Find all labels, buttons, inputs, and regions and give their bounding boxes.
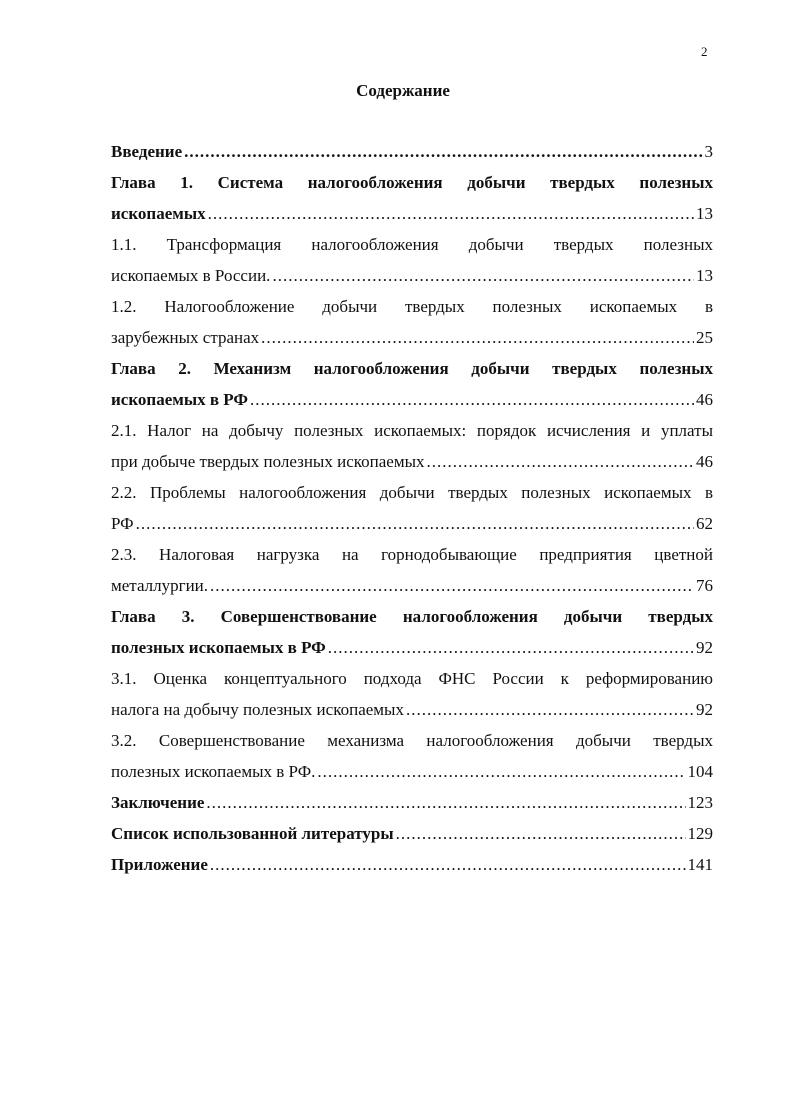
toc-section-1-2-line2[interactable] — [111, 322, 713, 353]
toc-entry-title: РФ — [111, 514, 134, 533]
toc-page-number: 25 — [696, 328, 713, 347]
table-of-contents — [111, 136, 713, 880]
toc-page-number: 123 — [687, 793, 713, 812]
toc-entry-appendix[interactable] — [111, 849, 713, 880]
toc-chapter-1-line1[interactable]: Глава 1. Система налогообложения добычи твердых полезных — [111, 173, 713, 192]
dot-leader — [396, 818, 686, 849]
toc-page-number: 46 — [696, 390, 713, 409]
toc-entry-conclusion[interactable] — [111, 787, 713, 818]
toc-entry-intro[interactable] — [111, 136, 713, 167]
toc-section-1-1-line2[interactable] — [111, 260, 713, 291]
dot-leader — [272, 260, 694, 291]
toc-entry-title: ископаемых в России. — [111, 266, 271, 285]
toc-section-2-3-line2[interactable] — [111, 570, 713, 601]
toc-page-number: 129 — [687, 824, 713, 843]
toc-entry-title: при добыче твердых полезных ископаемых — [111, 452, 425, 471]
toc-section-3-1-line2[interactable] — [111, 694, 713, 725]
toc-page-number: 92 — [696, 700, 713, 719]
toc-entry-title: Введение — [111, 142, 183, 161]
toc-entry-title: Заключение — [111, 793, 205, 812]
toc-section-3-1-line1[interactable]: 3.1. Оценка концептуального подхода ФНС России к реформированию — [111, 669, 713, 688]
dot-leader — [210, 849, 686, 880]
toc-page-number: 62 — [696, 514, 713, 533]
dot-leader — [184, 136, 702, 167]
toc-entry-title: полезных ископаемых в РФ. — [111, 762, 316, 781]
toc-chapter-2-line1[interactable]: Глава 2. Механизм налогообложения добычи твердых полезных — [111, 359, 713, 378]
toc-section-3-2-line2[interactable] — [111, 756, 713, 787]
toc-entry-title: ископаемых в РФ — [111, 390, 248, 409]
toc-entry-title: Список использованной литературы — [111, 824, 394, 843]
dot-leader — [206, 787, 685, 818]
toc-entry-title: Приложение — [111, 855, 208, 874]
toc-page-number: 13 — [696, 266, 713, 285]
toc-chapter-3-line2[interactable] — [111, 632, 713, 663]
toc-page-number: 104 — [687, 762, 713, 781]
toc-page-number: 13 — [696, 204, 713, 223]
dot-leader — [210, 570, 694, 601]
dot-leader — [406, 694, 694, 725]
toc-entry-title: налога на добычу полезных ископаемых — [111, 700, 404, 719]
toc-page-number: 92 — [696, 638, 713, 657]
dot-leader — [208, 198, 694, 229]
toc-page-number: 76 — [696, 576, 713, 595]
toc-section-1-1-line1[interactable]: 1.1. Трансформация налогообложения добычи твердых полезных — [111, 235, 713, 254]
toc-page-number: 3 — [704, 142, 713, 161]
toc-section-1-2-line1[interactable]: 1.2. Налогообложение добычи твердых полезных ископаемых в — [111, 297, 713, 316]
toc-entry-title: металлургии. — [111, 576, 209, 595]
toc-entry-title: полезных ископаемых в РФ — [111, 638, 326, 657]
toc-section-3-2-line1[interactable]: 3.2. Совершенствование механизма налогообложения добычи твердых — [111, 731, 713, 750]
dot-leader — [427, 446, 694, 477]
toc-entry-title: ископаемых — [111, 204, 206, 223]
toc-section-2-2-line2[interactable] — [111, 508, 713, 539]
toc-chapter-1-line2[interactable] — [111, 198, 713, 229]
toc-chapter-2-line2[interactable] — [111, 384, 713, 415]
toc-title: Содержание — [356, 81, 450, 100]
toc-section-2-1-line1[interactable]: 2.1. Налог на добычу полезных ископаемых: порядок исчисления и уплаты — [111, 421, 713, 440]
toc-entry-title: зарубежных странах — [111, 328, 260, 347]
toc-page-number: 141 — [687, 855, 713, 874]
toc-section-2-2-line1[interactable]: 2.2. Проблемы налогообложения добычи твердых полезных ископаемых в — [111, 483, 713, 502]
toc-section-2-1-line2[interactable] — [111, 446, 713, 477]
page-number: 2 — [701, 44, 708, 59]
dot-leader — [250, 384, 694, 415]
toc-chapter-3-line1[interactable]: Глава 3. Совершенствование налогообложения добычи твердых — [111, 607, 713, 626]
toc-page-number: 46 — [696, 452, 713, 471]
dot-leader — [261, 322, 694, 353]
dot-leader — [317, 756, 685, 787]
toc-entry-references[interactable] — [111, 818, 713, 849]
toc-section-2-3-line1[interactable]: 2.3. Налоговая нагрузка на горнодобывающие предприятия цветной — [111, 545, 713, 564]
dot-leader — [136, 508, 694, 539]
dot-leader — [328, 632, 694, 663]
